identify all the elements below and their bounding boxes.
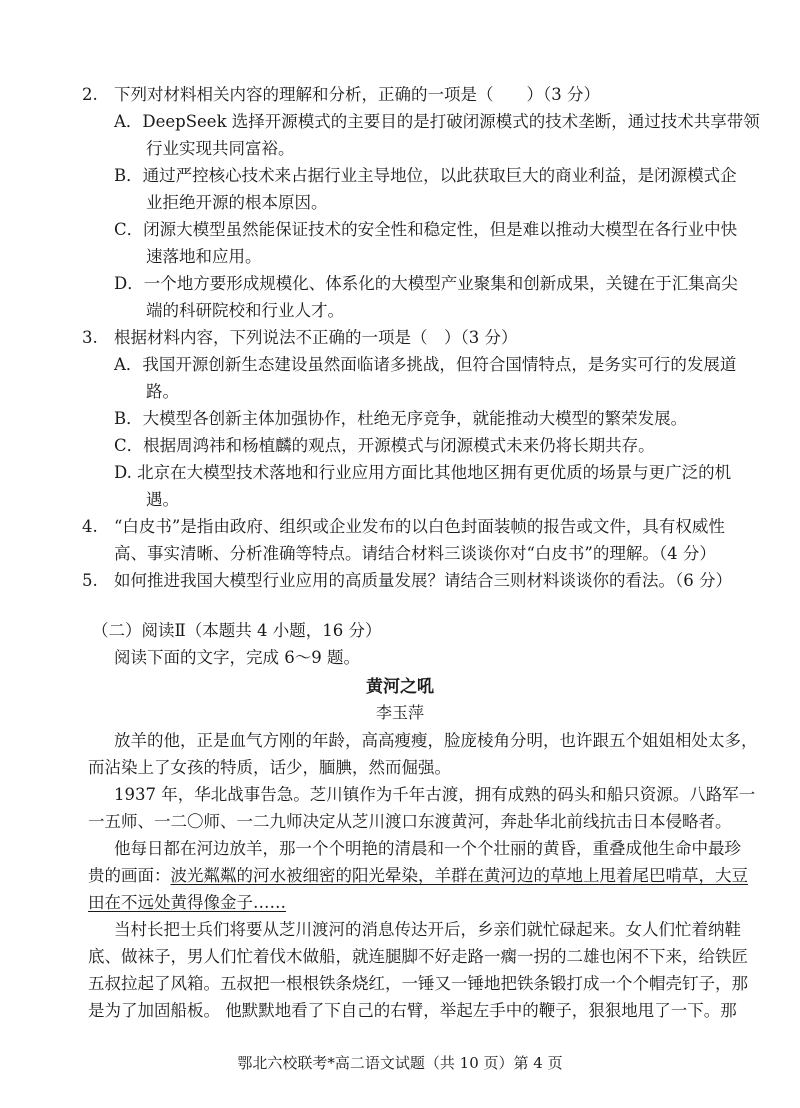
para2-line2: 一五师、一二〇师、一二九师决定从芝川渡口东渡黄河，奔赴华北前线抗击日本侵略者。 bbox=[88, 812, 732, 831]
article-author: 李玉萍 bbox=[375, 703, 424, 722]
q2-option-a: A．DeepSeek 选择开源模式的主要目的是打破闭源模式的技术垄断，通过技术共享带领 bbox=[114, 112, 760, 131]
q2-option-c-cont: 速落地和应用。 bbox=[146, 247, 262, 266]
q3-stem: 根据材料内容，下列说法不正确的一项是（ ）（3 分） bbox=[114, 328, 518, 347]
q2-option-b: B．通过严控核心技术来占据行业主导地位，以此获取巨大的商业利益，是闭源模式企 bbox=[114, 166, 737, 185]
para4-line1: 当村长把士兵们将要从芝川渡河的消息传达开后，乡亲们就忙碌起来。女人们忙着纳鞋 bbox=[114, 920, 741, 939]
underlined-passage: 波光粼粼的河水被细密的阳光晕染，羊群在黄河边的草地上甩着尾巴啃草，大豆 bbox=[170, 866, 748, 885]
para2-line1: 1937 年，华北战事告急。芝川镇作为千年古渡，拥有成熟的码头和船只资源。八路军一 bbox=[114, 785, 756, 804]
q5-number: 5. bbox=[82, 571, 98, 590]
para1-line2: 而沾染上了女孩的特质，话少，腼腆，然而倔强。 bbox=[88, 758, 451, 777]
q2-stem: 下列对材料相关内容的理解和分析，正确的一项是（ ）（3 分） bbox=[114, 85, 600, 104]
section-instruction: 阅读下面的文字，完成 6～9 题。 bbox=[114, 648, 360, 667]
q3-option-a-cont: 路。 bbox=[146, 382, 179, 401]
q2-option-c: C．闭源大模型虽然能保证技术的安全性和稳定性，但是难以推动大模型在各行业中快 bbox=[114, 220, 738, 239]
q3-option-b: B．大模型各创新主体加强协作，杜绝无序竞争，就能推动大模型的繁荣发展。 bbox=[114, 409, 688, 428]
para4-line2: 底、做袜子，男人们忙着伐木做船，就连腿脚不好走路一瘸一拐的二雄也闲不下来，给铁匠 bbox=[88, 947, 748, 966]
q2-option-b-cont: 业拒绝开源的根本原因。 bbox=[146, 193, 328, 212]
para4-line3: 五叔拉起了风箱。五叔把一根根铁条烧红，一锤又一锤地把铁条锻打成一个个帽壳钉子，那 bbox=[88, 974, 748, 993]
underlined-passage-cont: 田在不远处黄得像金子…… bbox=[88, 893, 286, 912]
article-title: 黄河之吼 bbox=[366, 677, 434, 697]
para3-line2 bbox=[88, 865, 748, 887]
para3-line2-plain: 贵的画面： bbox=[88, 866, 171, 885]
q4-text-line1: “白皮书”是指由政府、组织或企业发布的以白色封面装帧的报告或文件，具有权威性 bbox=[114, 517, 725, 536]
q4-text-line2: 高、事实清晰、分析准确等特点。请结合材料三谈谈你对“白皮书”的理解。（4 分） bbox=[114, 544, 716, 563]
q5-text: 如何推进我国大模型行业应用的高质量发展？请结合三则材料谈谈你的看法。（6 分） bbox=[114, 571, 732, 590]
q4-number: 4. bbox=[82, 517, 98, 536]
q2-option-d: D．一个地方要形成规模化、体系化的大模型产业聚集和创新成果，关键在于汇集高尖 bbox=[114, 274, 738, 293]
q3-option-d: D. 北京在大模型技术落地和行业应用方面比其他地区拥有更优质的场景与更广泛的机 bbox=[114, 463, 732, 482]
q2-number: 2. bbox=[82, 85, 98, 104]
q3-option-a: A．我国开源创新生态建设虽然面临诸多挑战，但符合国情特点，是务实可行的发展道 bbox=[114, 355, 737, 374]
q3-number: 3. bbox=[82, 328, 98, 347]
q2-option-a-cont: 行业实现共同富裕。 bbox=[146, 139, 295, 158]
q3-option-c: C．根据周鸿祎和杨植麟的观点，开源模式与闭源模式未来仍将长期共存。 bbox=[114, 436, 655, 455]
q2-option-d-cont: 端的科研院校和行业人才。 bbox=[146, 301, 344, 320]
section-heading: （二）阅读Ⅱ（本题共 4 小题，16 分） bbox=[92, 621, 382, 640]
para3-line1: 他每日都在河边放羊，那一个个明艳的清晨和一个个壮丽的黄昏，重叠成他生命中最珍 bbox=[114, 839, 741, 858]
para4-line4: 是为了加固船板。 他默默地看了下自己的右臂，举起左手中的鞭子，狠狠地甩了一下。那 bbox=[88, 1001, 737, 1020]
q3-option-d-cont: 遇。 bbox=[146, 490, 179, 509]
para1-line1: 放羊的他，正是血气方刚的年龄，高高瘦瘦，脸庞棱角分明，也许跟五个姐姐相处太多， bbox=[114, 731, 758, 750]
page-footer: 鄂北六校联考*高二语文试题（共 10 页）第 4 页 bbox=[237, 1054, 563, 1072]
